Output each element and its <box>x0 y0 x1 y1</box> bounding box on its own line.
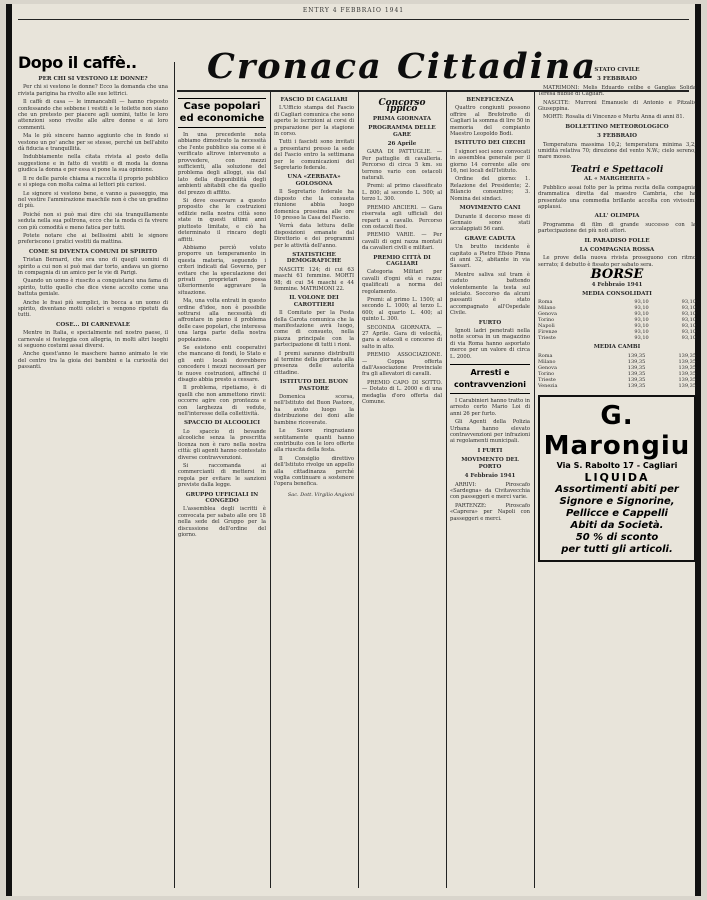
paragraph: ARRIVI: Piroscafo «Sardegna» da Civitavecchia con passeggeri e merci varie. <box>450 481 530 501</box>
paragraph: Si raccomanda ai commercianti di mettersi in regola per evitare le sanzioni previste dalla legge. <box>178 462 266 489</box>
paragraph: Poiché non si può mai dire chi sia tranquillamente seduta nella sua poltrona, ecco che la moda ci fa vivere con più comodità e meno fatica per tutti. <box>18 211 168 231</box>
paragraph: PARTENZE: Piroscafo «Caprera» per Napoli con passeggeri e merci. <box>450 502 530 522</box>
paragraph: SECONDA GIORNATA. — 27 Aprile. Gara di velocità, gara a ostacoli e concorso di salto in alto. <box>362 324 442 350</box>
article-headline: Arresti e contravvenzioni <box>450 364 530 394</box>
paragraph: Le prove della nuova rivista proseguono con ritmo serrato; il debutto è fissato per sabato sera. <box>538 255 696 268</box>
rate-cell: Torino <box>538 370 555 377</box>
section-subtitle: COME SI DIVENTA COMUNI DI SPIRITO <box>28 248 158 255</box>
paragraph: Durante il decorso mese di Gennaio sono stati accalappiati 56 cani. <box>450 213 530 233</box>
section-subtitle: LA COMPAGNIA ROSSA <box>579 246 655 253</box>
rate-cell: 139,35 <box>627 382 646 389</box>
paragraph: GARA DI PATTUGLIE. — Per pattuglie di cavalleria. Percorso di circa 5 km. su terreno vario con ostacoli naturali. <box>362 149 442 182</box>
paragraph: PREMIO ARCIERI. — Gara riservata agli ufficiali dei reparti a cavallo. Percorso con ostacoli fissi. <box>362 204 442 230</box>
paragraph: Le Suore ringraziano sentitamente quanti hanno contribuito con le loro offerte alla riuscita della festa. <box>274 428 354 454</box>
rate-cell: Napoli <box>538 323 555 330</box>
rate-cell: 139,35 <box>627 364 646 371</box>
paragraph: Programma di film di grande successo con la partecipazione dei più noti attori. <box>538 221 696 235</box>
paragraph: Ma, una volta entrati in questo ordine d'idee, non è possibile sottrarsi alla necessità di affrontare in pieno il problema delle case popolari, che interessa una larga parte della nostra popolazione. <box>178 298 266 343</box>
paragraph: Tutti i fascisti sono invitati a presentarsi presso la sede del Fascio entro la settimana per le comunicazioni del Segretario federale. <box>274 139 354 172</box>
article-headline: Case popolari ed economiche <box>178 98 266 128</box>
rate-cell: 93,10 <box>634 305 649 312</box>
paragraph: Quando un uomo è riuscito a conquistarsi una fama di spirito, tutto quello che dice viene accolto come una battuta geniale. <box>18 278 168 298</box>
section-subtitle: IL VOLONE DEI CAROTTIERI <box>289 295 339 308</box>
section-subtitle: ISTITUTO DEL BUON PASTORE <box>279 379 349 392</box>
paragraph: Ordine del giorno: 1. Relazione del Presidente; 2. Bilancio consuntivo; 3. Nomina dei sindaci. <box>450 176 530 202</box>
section-date: 4 Febbraio 1941 <box>591 281 643 288</box>
newspaper-page <box>6 4 701 896</box>
ad-store-name: G. Marongiu <box>543 400 691 461</box>
masthead: Cronaca Cittadina <box>207 46 597 87</box>
rate-cell: Roma <box>538 299 553 306</box>
section-subtitle: BENEFICENZA <box>466 97 514 103</box>
paragraph: Premi: al primo classificato L. 800; al secondo L. 500; al terzo L. 300. <box>362 183 442 203</box>
section-subtitle: PREMIO CITTÀ DI CAGLIARI <box>373 254 431 267</box>
rate-cell: 139,35 <box>678 376 696 383</box>
rate-cell: 93,10 <box>681 311 696 318</box>
column-4 <box>362 94 442 888</box>
paragraph: Domenica scorsa, nell'Istituto del Buon Pastore, ha avuto luogo la distribuzione dei doni alle bambine ricoverate. <box>274 394 354 426</box>
paragraph: Il Consiglio direttivo dell'Istituto rivolge un appello alla cittadinanza perché voglia continuare a sostenere l'opera benefica. <box>274 455 354 488</box>
running-head <box>52 7 655 19</box>
borse-title: BORSE <box>590 267 644 283</box>
section-subtitle: PRIMA GIORNATA <box>372 115 432 122</box>
rate-cell: 139,35 <box>627 352 646 359</box>
paragraph: Verrà data lettura delle disposizioni emanate dal Direttorio e dei programmi per le attività dell'anno. <box>274 223 354 249</box>
section-date: 26 Aprile <box>387 141 417 148</box>
section-subtitle: AL « MARGHERITA » <box>583 176 651 183</box>
section-subtitle: BOLLETTINO METEOROLOGICO <box>565 123 669 130</box>
rate-cell: 139,35 <box>678 352 696 359</box>
section-subtitle: IL PARADISO FOLLE <box>584 237 650 244</box>
rate-cell: Torino <box>538 317 555 324</box>
column-3 <box>274 94 354 888</box>
paragraph: Premi: al primo L. 1500; al secondo L. 1000; al terzo L. 600; al quarto L. 400; al quinto L. 300. <box>362 296 442 323</box>
rate-cell: 93,10 <box>681 317 696 324</box>
rate-cell: 139,35 <box>627 358 646 365</box>
paragraph: Il re delle parole chiama a raccolta il proprio pubblico e si spiega con molta calma ai lettori più curiosi. <box>18 175 168 189</box>
table-heading: MEDIA CAMBI <box>593 344 641 351</box>
paragraph: Il problema, ripetiamo, è di quelli che non ammettono rinvii: occorre agire con prontezza e con larghezza di vedute, nell'interesse della collettività. <box>178 385 266 418</box>
paragraph: Gli Agenti della Polizia Urbana hanno elevato contravvenzioni per infrazioni ai regolamenti municipali. <box>450 419 530 445</box>
paragraph: NASCITE: Murroni Emanuele di Antonio e Pitzalis Giuseppina. <box>538 99 696 113</box>
paragraph: Un brutto incidente è capitato a Pietro Efisio Pinna di anni 32, abitante in via Sassari. <box>450 244 530 270</box>
section-subtitle: SPACCIO DI ALCOOLICI <box>183 420 261 427</box>
column-rule <box>534 92 535 888</box>
rate-cell: Milano <box>538 358 556 365</box>
ad-line: Assortimenti abiti per <box>555 483 679 495</box>
rate-cell: 93,10 <box>681 329 696 336</box>
rate-cell: 93,10 <box>634 323 649 330</box>
rate-cell: Trieste <box>538 335 556 342</box>
paragraph: Temperatura massima 10,2; temperatura minima 3,2; umidità relativa 70; direzione del vento N.W.; cielo sereno; mare mosso. <box>538 141 696 161</box>
paragraph: Per chi si vestono le donne? Ecco la domanda che una rivista parigina ha rivolto alle sue lettrici. <box>18 84 168 97</box>
paragraph: In una precedente nota abbiamo dimostrato la necessità che l'ente pubblico sia come si è verificato altrove intervenuto a provvedere, con mezzi sufficienti, alla soluzione del problema degli alloggi, sia dal lato della disponibilità degli ambienti abitabili che da quello del prezzo di affitto. <box>178 132 266 196</box>
top-rule <box>18 19 689 20</box>
column-rule <box>358 92 359 888</box>
paragraph: Le signore si vestono bene, e vanno a passeggio, ma nel vestire l'ammirazione maschile non è che un gradino di più. <box>18 190 168 210</box>
section-title: Concorso ippico <box>378 98 426 115</box>
rate-cell: 93,10 <box>681 299 696 306</box>
rates-table <box>538 299 696 341</box>
rate-cell: 93,10 <box>681 305 696 312</box>
section-subtitle: GRUPPO UFFICIALI IN CONGEDO <box>185 491 259 504</box>
rate-cell: 139,35 <box>678 382 696 389</box>
paragraph: Indubbiamente nella citata rivista al posto della suggestione e in fatto di vestiti e di moda la donna giudica la donna e per essa si pone la sua opinione. <box>18 154 168 174</box>
rate-cell: 139,35 <box>678 358 696 365</box>
column-title: Dopo il caffè.. <box>18 54 137 72</box>
section-subtitle: PER CHI SI VESTONO LE DONNE? <box>38 76 148 82</box>
paragraph: L'Ufficio stampa del Fascio di Cagliari comunica che sono aperte le iscrizioni ai corsi di preparazione per la stagione in corso. <box>274 105 354 138</box>
paragraph: PREMIO VARIE. — Per cavalli di ogni razza montati da cavalieri civili e militari. <box>362 232 442 252</box>
section-subtitle: COSE... DI CARNEVALE <box>55 321 131 328</box>
paragraph: MORTI: Rosalia di Vincenzo e Murtu Anna di anni 81. <box>543 114 685 121</box>
paragraph: Potete notare che ai bellissimi abiti le signore preferiscono i pratici vestiti da mattina. <box>18 232 168 246</box>
paragraph: Il caffè di casa — le immancabili — hanno risposto confessando che sebbene i vestiti e le toilette non siano che un pretesto per piacere agli uomini, tutte le loro attenzioni sono rivolte alle altre donne e ai loro commenti. <box>18 99 168 131</box>
paragraph: PREMIO ASSOCIAZIONE. — Coppa offerta dall'Associazione Provinciale fra gli allevatori di cavalli. <box>362 352 442 378</box>
rate-cell: 93,10 <box>681 335 696 342</box>
rate-cell: 93,10 <box>634 335 649 342</box>
running-head-date: ENTRY 4 FEBBRAIO 1941 <box>302 7 405 14</box>
column-rule <box>270 92 271 888</box>
section-subtitle: UNA «ZERBATA» GOLOSONA <box>287 174 341 187</box>
paragraph: Lo spaccio di bevande alcooliche senza la prescritta licenza non è raro nella nostra città: gli agenti hanno contestato diverse contravvenzioni. <box>178 428 266 461</box>
paragraph: NASCITE 124; di cui 63 maschi 61 femmine. MORTI 98; di cui 54 maschi e 44 femmine. MATRIMONI 22. <box>274 266 354 292</box>
paragraph: Il Segretario federale ha disposto che la consueta riunione abbia luogo domenica prossima alle ore 10 presso la Casa del Fascio. <box>274 189 354 221</box>
paragraph: I Carabinieri hanno tratto in arresto certo Mario Loi di anni 26 per furto. <box>450 398 530 417</box>
ad-address: Via S. Rabolto 17 - Cagliari <box>556 460 678 470</box>
rate-cell: Genova <box>538 311 557 318</box>
section-subtitle: STATO CIVILE <box>594 67 640 73</box>
rate-row <box>538 335 696 341</box>
paragraph: Se esistono enti cooperativi che mancano di fondi, lo Stato e gli enti locali dovrebbero concedere i mezzi necessari per le nuove costruzioni, affinché il disagio abbia presto a cessare. <box>178 345 266 384</box>
section-subtitle: MOVIMENTO DEL PORTO <box>461 457 519 470</box>
section-title: Teatri e Spettacoli <box>570 164 664 175</box>
paragraph: I signori soci sono convocati in assemblea generale per il giorno 14 corrente alle ore 16, nei locali dell'Istituto. <box>450 148 530 175</box>
section-subtitle: PROGRAMMA DELLE GARE <box>368 125 436 138</box>
rate-cell: 93,10 <box>634 317 649 324</box>
column-1 <box>18 54 168 888</box>
table-heading: MEDIA CONSOLIDATI <box>582 290 652 297</box>
section-subtitle: ALL' OLIMPIA <box>594 213 640 220</box>
advertisement <box>538 395 696 562</box>
signature: Sac. Dott. Virgilio Angioni <box>287 491 354 498</box>
ad-line: Abiti da Società. <box>570 519 664 531</box>
paragraph: Il Comitato per la Festa della Carota comunica che la manifestazione avrà luogo, come di consueto, nella piazza principale con la partecipazione di tutti i rioni. <box>274 310 354 349</box>
ad-line: Pellicce e Cappelli <box>566 507 668 519</box>
column-6 <box>538 64 696 888</box>
rate-row <box>538 383 696 389</box>
column-rule <box>446 92 447 888</box>
ad-line: per tutti gli articoli. <box>561 543 673 555</box>
rate-cell: 139,35 <box>678 364 696 371</box>
section-subtitle: I FURTI <box>477 447 503 454</box>
column-5 <box>450 94 530 888</box>
section-date: 4 Febbraio 1941 <box>464 473 516 480</box>
section-date: 3 FEBBRAIO <box>596 76 637 83</box>
rate-cell: Trieste <box>538 376 556 383</box>
rate-cell: Genova <box>538 364 557 371</box>
paragraph: Mentre saliva sul tram è caduto battendo violentemente la testa sul selciato. Soccorso da alcuni passanti è stato accompagnato all'Ospedale Civile. <box>450 271 530 317</box>
section-subtitle: MOVIMENTO CANI <box>459 205 521 212</box>
paragraph: Quattro congiunti possono offrire al Brefotrofio di Cagliari la somma di lire 50 in memoria del compianto Maestro Leopoldo Bodi. <box>450 105 530 138</box>
section-subtitle: STATISTICHE DEMOGRAFICHE <box>286 251 342 265</box>
rate-cell: 139,35 <box>627 376 646 383</box>
paragraph: Pubblico assai folto per la prima recita della compagnia drammatica diretta dal maestro Cambria, che ha presentato una commedia brillante accolta con vivissimi applausi. <box>538 184 696 210</box>
rate-cell: 93,10 <box>634 311 649 318</box>
rate-cell: Roma <box>538 352 553 359</box>
paragraph: MATRIMONI: Melis Eduardo celibe e Ganglas Solida Teresa nubile di Cagliari. <box>538 84 696 98</box>
paragraph: PREMIO CAPO DI SOTTO. — Dotato di L. 2000 e di una medaglia d'oro offerta dal Comune. <box>362 379 442 406</box>
cambi-table <box>538 353 696 389</box>
paragraph: L'assemblea degli iscritti è convocata per sabato alle ore 18 nella sede del Gruppo per la discussione dell'ordine del giorno. <box>178 506 266 538</box>
section-subtitle: FURTO <box>478 319 502 326</box>
paragraph: I premi saranno distribuiti al termine della giornata alla presenza delle autorità cittadine. <box>274 350 354 376</box>
rate-cell: 139,35 <box>678 370 696 377</box>
rate-cell: 139,35 <box>627 370 646 377</box>
paragraph: Si deve osservare a questo proposito che le costruzioni edilizie nella nostra città sono state in questi ultimi anni piuttosto limitate, e ciò ha determinato il rincaro degli affitti. <box>178 198 266 243</box>
section-subtitle: GRAVE CADUTA <box>464 235 516 242</box>
ad-line: Signore e Signorine, <box>559 495 675 507</box>
paragraph: Ignoti ladri penetrati nella notte scorsa in un magazzino di via Roma hanno asportato merce per un valore di circa L. 2000. <box>450 328 530 360</box>
ad-headline: LIQUIDA <box>584 470 650 484</box>
rate-cell: Venezia <box>538 382 558 389</box>
paragraph: Categoria Militari per cavalli d'ogni età e razza: qualificati a norma del regolamento. <box>362 269 442 295</box>
paragraph: Anche quest'anno le maschere hanno animato le vie del centro tra la gioia dei bambini e la curiosità dei passanti. <box>18 351 168 371</box>
paragraph: Anche le frasi più semplici, in bocca a un uomo di spirito, diventano motti celebri e vengono ripetuti da tutti. <box>18 299 168 319</box>
section-subtitle: ISTITUTO DEI CIECHI <box>454 140 526 147</box>
paragraph: Mentre in Italia, e specialmente nel nostro paese, il carnevale si festeggia con allegria, in molti altri luoghi si seguono costumi assai diversi. <box>18 330 168 350</box>
rate-cell: Firenze <box>538 329 558 336</box>
column-rule <box>174 62 175 888</box>
paragraph: Ma le più sincere hanno aggiunto che in fondo si vestono un po' anche per se stesse, perché un bell'abito dà fiducia e tranquillità. <box>18 133 168 153</box>
rate-cell: 93,10 <box>634 299 649 306</box>
rate-cell: 93,10 <box>634 329 649 336</box>
rate-cell: Milano <box>538 305 556 312</box>
paragraph: Tristan Bernard, che era uno di quegli uomini di spirito a cui non si può mai dar torto, andava un giorno in compagnia di un amico per le vie di Parigi. <box>18 257 168 276</box>
section-date: 3 FEBBRAIO <box>596 133 637 140</box>
column-2 <box>178 94 266 888</box>
ad-line: 50 % di sconto <box>575 531 659 543</box>
rate-cell: 93,10 <box>681 323 696 330</box>
paragraph: Abbiamo perciò voluto proporre un temperamento in questa materia, seguendo i criteri indicati dal Governo, per evitare che la speculazione dei privati proprietari possa ulteriormente aggravare la situazione. <box>178 244 266 296</box>
section-subtitle: FASCIO DI CAGLIARI <box>280 97 348 103</box>
